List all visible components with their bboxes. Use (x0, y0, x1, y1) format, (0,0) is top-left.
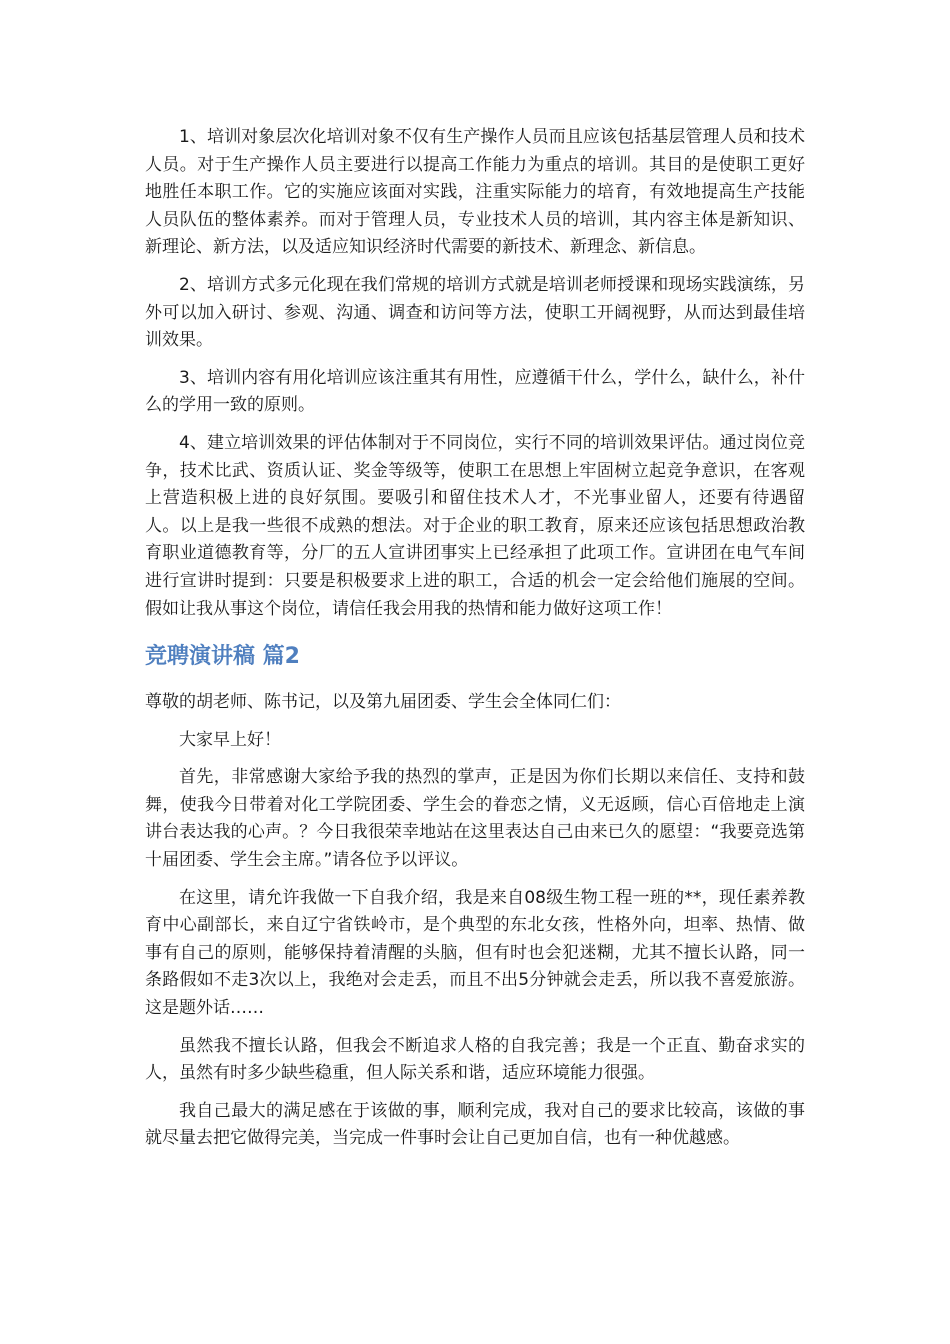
paragraph-satisfaction: 我自己最大的满足感在于该做的事，顺利完成，我对自己的要求比较高，该做的事就尽量去把它做得完美，当完成一件事时会让自己更加自信，也有一种优越感。 (145, 1100, 805, 1149)
paragraph-training-method: 2、培训方式多元化现在我们常规的培训方式就是培训老师授课和现场实践演练，另外可以加入研讨、参观、沟通、调查和访问等方法，使职工开阔视野，从而达到最佳培训效果。 (145, 274, 805, 351)
paragraph-training-evaluation: 4、建立培训效果的评估体制对于不同岗位，实行不同的培训效果评估。通过岗位竞争，技术比武、资质认证、奖金等级等，使职工在思想上牢固树立起竞争意识，在客观上营造积极上进的良好氛围。要吸引和留住技术人才，不光事业留人，还要有待遇留人。以上是我一些很不成熟的想法。对于企业的职工教育，原来还应该包括思想政治教育职业道德教育等，分厂的五人宣讲团事实上已经承担了此项工作。宣讲团在电气车间进行宣讲时提到：只要是积极要求上进的职工，合适的机会一定会给他们施展的空间。假如让我从事这个岗位，请信任我会用我的热情和能力做好这项工作！ (145, 432, 805, 619)
section-heading: 竞聘演讲稿 篇2 (145, 644, 300, 670)
document-body (145, 124, 805, 1163)
salutation: 尊敬的胡老师、陈书记，以及第九届团委、学生会全体同仁们： (145, 692, 621, 713)
paragraph-greeting: 大家早上好！ (179, 729, 281, 750)
paragraph-thanks: 首先，非常感谢大家给予我的热烈的掌声，正是因为你们长期以来信任、支持和鼓舞，使我今日带着对化工学院团委、学生会的眷恋之情，义无返顾，信心百倍地走上演讲台表达我的心声。？今日我很荣幸地站在这里表达自己由来已久的愿望：“我要竞选第十届团委、学生会主席。”请各位予以评议。 (145, 767, 805, 871)
paragraph-personality: 虽然我不擅长认路，但我会不断追求人格的自我完善；我是一个正直、勤奋求实的人，虽然有时多少缺些稳重，但人际关系和谐，适应环境能力很强。 (145, 1035, 805, 1084)
paragraph-training-content: 3、培训内容有用化培训应该注重其有用性，应遵循干什么，学什么，缺什么，补什么的学用一致的原则。 (145, 367, 805, 416)
paragraph-training-target: 1、培训对象层次化培训对象不仅有生产操作人员而且应该包括基层管理人员和技术人员。对于生产操作人员主要进行以提高工作能力为重点的培训。其目的是使职工更好地胜任本职工作。它的实施应该面对实践，注重实际能力的培育，有效地提高生产技能人员队伍的整体素养。而对于管理人员，专业技术人员的培训，其内容主体是新知识、新理论、新方法，以及适应知识经济时代需要的新技术、新理念、新信息。 (145, 127, 805, 258)
paragraph-self-introduction: 在这里，请允许我做一下自我介绍，我是来自08级生物工程一班的**，现任素养教育中心副部长，来自辽宁省铁岭市，是个典型的东北女孩，性格外向，坦率、热情、做事有自己的原则，能够保持着清醒的头脑，但有时也会犯迷糊，尤其不擅长认路，同一条路假如不走3次以上，我绝对会走丢，而且不出5分钟就会走丢，所以我不喜爱旅游。这是题外话…… (145, 887, 805, 1019)
